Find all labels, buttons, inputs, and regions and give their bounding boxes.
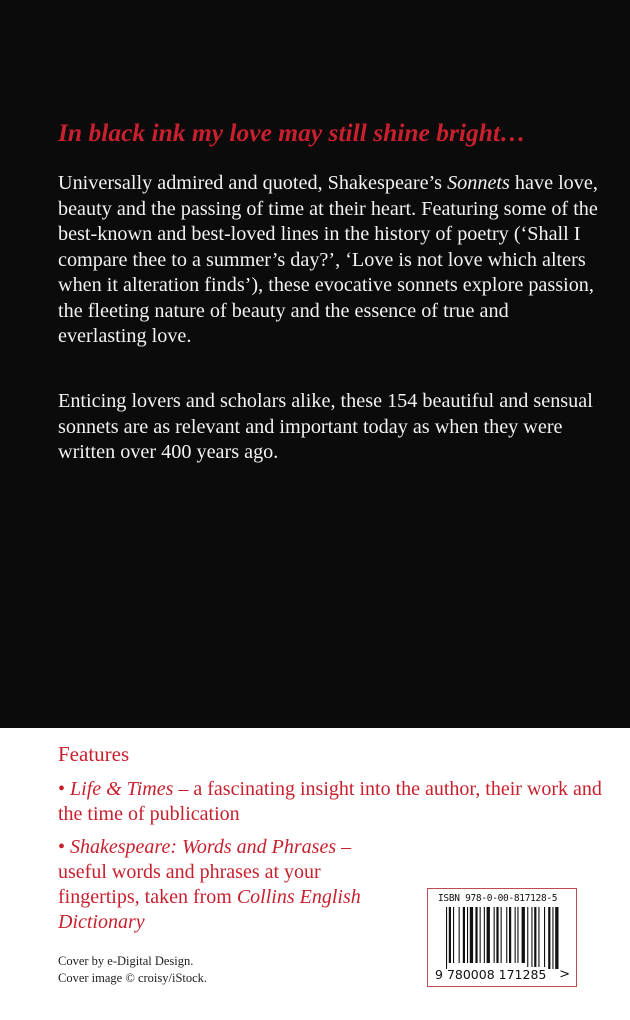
barcode-bar — [463, 907, 465, 963]
barcode-bars — [446, 907, 559, 969]
barcode-bar — [506, 907, 507, 963]
barcode-bar — [522, 907, 525, 963]
barcode-bar — [509, 907, 511, 963]
barcode-bar — [467, 907, 468, 963]
barcode-digits — [435, 967, 546, 982]
barcode-bar — [515, 907, 516, 963]
barcode-bar — [531, 907, 532, 969]
barcode-bar — [480, 907, 481, 963]
feature-title: Shakespeare: Words and Phrases — [70, 836, 337, 858]
barcode-bar — [555, 907, 558, 969]
barcode-bar — [501, 907, 502, 963]
description-paragraph — [58, 171, 598, 350]
barcode-bar — [527, 907, 528, 969]
book-title: Sonnets — [447, 172, 510, 194]
barcode-bar — [544, 907, 545, 969]
bullet: • — [58, 778, 66, 800]
description-text: Universally admired and quoted, Shakespeare’s — [58, 172, 448, 194]
cover-image-credit: Cover image © croisy/iStock. — [58, 971, 208, 985]
barcode-bar — [548, 907, 550, 969]
feature-title: Life & Times — [70, 778, 174, 800]
barcode-bar — [487, 907, 490, 963]
isbn-barcode — [427, 888, 577, 987]
credits — [58, 953, 207, 987]
feature-item — [58, 777, 630, 827]
bullet: • — [58, 836, 66, 858]
barcode-bar — [446, 907, 447, 969]
barcode-bar — [538, 907, 539, 969]
barcode-bar — [496, 907, 498, 963]
barcode-bar — [470, 907, 473, 963]
description-paragraph-2: Enticing lovers and scholars alike, these 154 beautiful and sensual sonnets are as relevant and important today as when they were written over 400 years ago. — [58, 390, 593, 463]
barcode-bar — [449, 907, 451, 963]
isbn-label: ISBN 978-0-00-817128-5 — [438, 893, 558, 904]
features-heading: Features — [58, 742, 130, 766]
barcode-bar — [484, 907, 485, 963]
barcode-bar — [459, 907, 460, 963]
description-text: have love, beauty and the passing of time at their heart. Featuring some of the best-known and best-loved lines in the history of poetry (‘Shall I compare thee to a summer’s day?’, ‘Love is not love which alters when it alteration finds’), these evocative sonnets explore passion, the fleeting nature of beauty and the essence of true and everlasting love. — [58, 172, 598, 347]
tagline: In black ink my love may still shine bright… — [58, 118, 526, 147]
cover-design-credit: Cover by e-Digital Design. — [58, 954, 194, 968]
barcode-bar — [517, 907, 518, 963]
feature-text: – a fascinating insight into the author, their work and the time of publication — [58, 778, 602, 825]
barcode-first-digit: 9 — [435, 967, 443, 982]
feature-source: Collins English Dictionary — [58, 886, 361, 933]
barcode-bar — [534, 907, 536, 969]
barcode-bar — [475, 907, 477, 963]
barcode-group-1: 780008 — [446, 967, 495, 982]
barcode-group-2: 171285 — [498, 967, 547, 982]
barcode-bar — [494, 907, 495, 963]
barcode-bar — [453, 907, 454, 963]
feature-item — [58, 835, 388, 935]
feature-text: – useful words and phrases at your fingertips, taken from — [58, 836, 352, 908]
barcode-bar — [552, 907, 553, 969]
barcode-arrow: > — [559, 967, 570, 982]
